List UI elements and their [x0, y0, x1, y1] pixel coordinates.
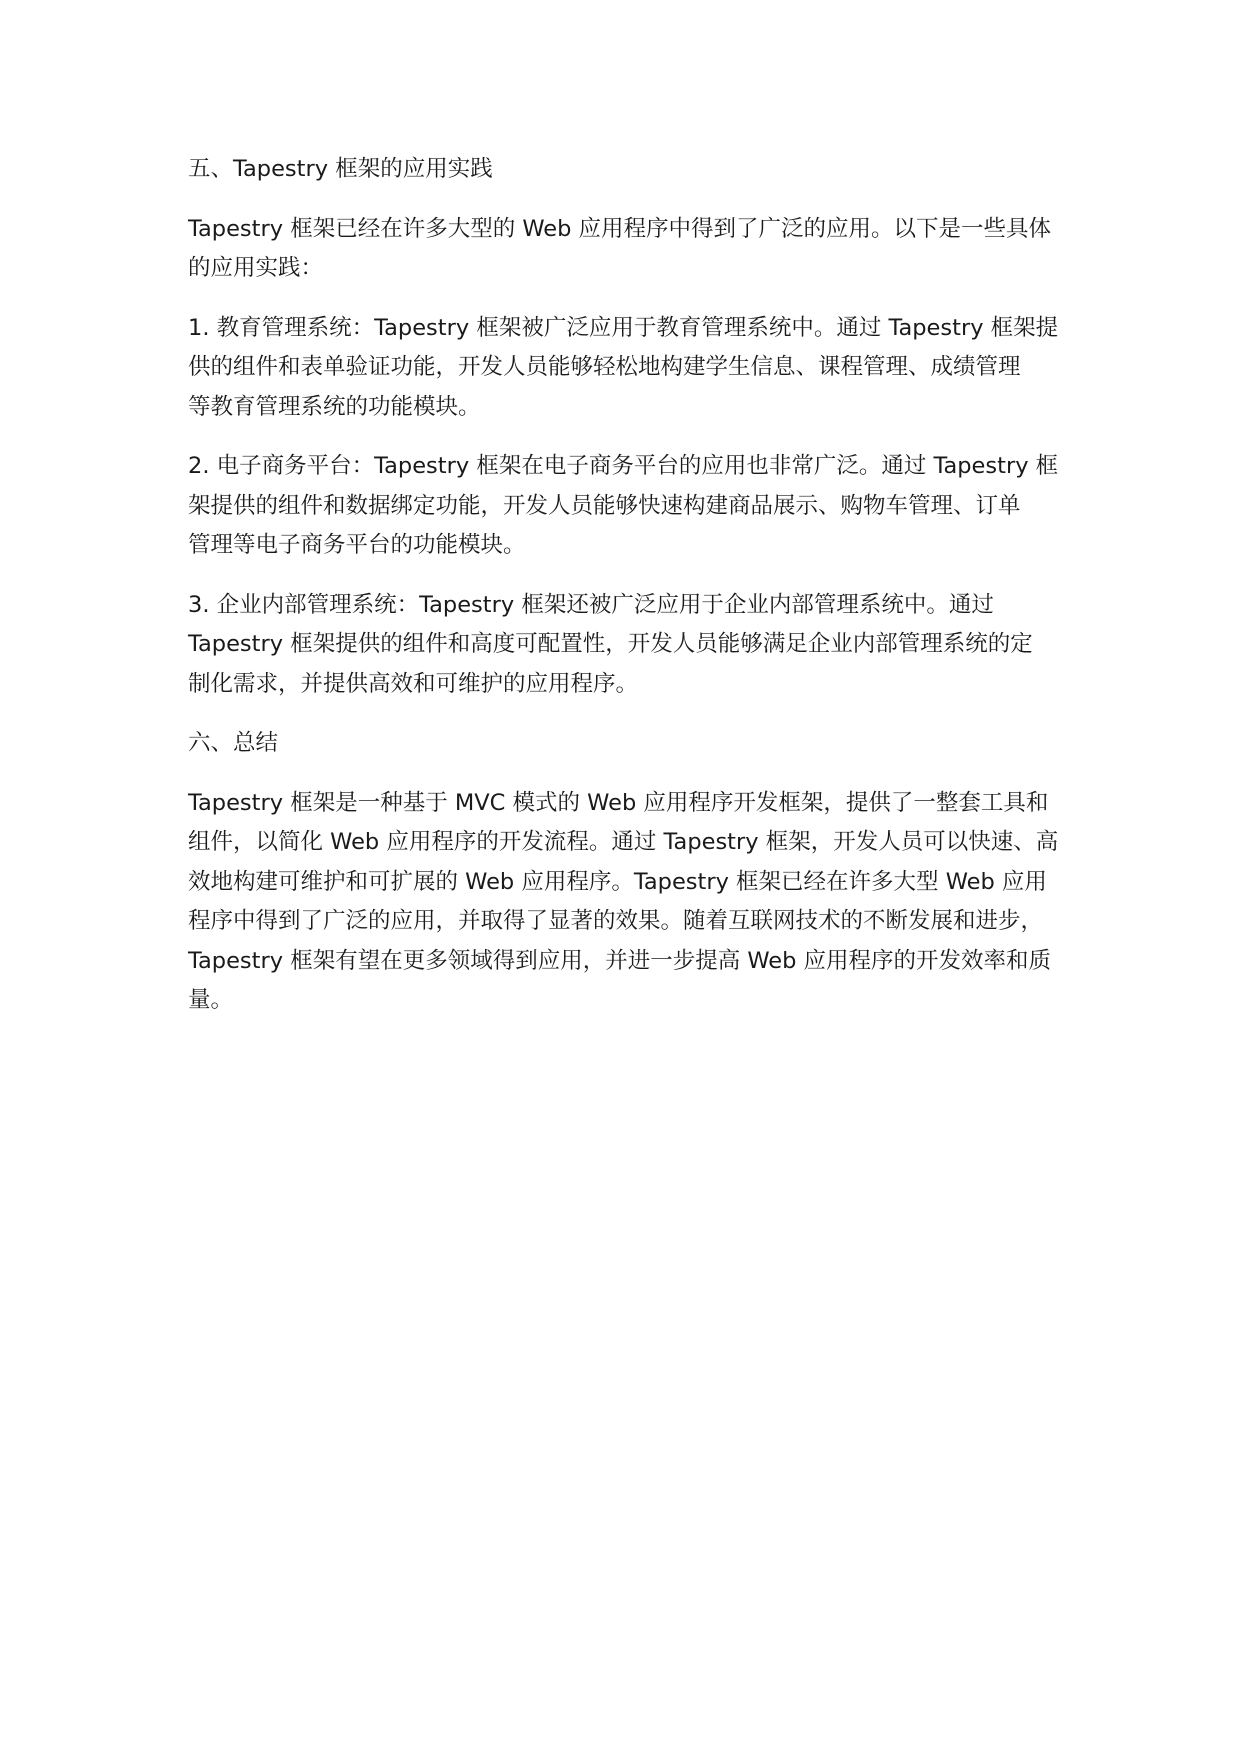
list-item-education — [188, 309, 1068, 428]
paragraph-line: 制化需求，并提供高效和可维护的应用程序。 — [188, 670, 639, 697]
paragraph-line: Tapestry 框架有望在更多领域得到应用，并进一步提高 Web 应用程序的开发效率和质 — [188, 947, 1052, 974]
paragraph-line: 1. 教育管理系统：Tapestry 框架被广泛应用于教育管理系统中。通过 Tapestry 框架提 — [188, 314, 1059, 341]
paragraph-line: 2. 电子商务平台：Tapestry 框架在电子商务平台的应用也非常广泛。通过 Tapestry 框 — [188, 453, 1059, 479]
paragraph-line: Tapestry 框架已经在许多大型的 Web 应用程序中得到了广泛的应用。以下是一些具体 — [188, 215, 1052, 242]
paragraph-line: 架提供的组件和数据绑定功能，开发人员能够快速构建商品展示、购物车管理、订单 — [188, 492, 1021, 519]
heading-text: 五、Tapestry 框架的应用实践 — [188, 156, 493, 182]
paragraph-line: 管理等电子商务平台的功能模块。 — [188, 532, 526, 558]
paragraph-line: 供的组件和表单验证功能，开发人员能够轻松地构建学生信息、课程管理、成绩管理 — [188, 354, 1021, 380]
heading-text: 六、总结 — [188, 730, 279, 756]
paragraph-line: 3. 企业内部管理系统：Tapestry 框架还被广泛应用于企业内部管理系统中。通过 — [188, 591, 994, 618]
paragraph-line: 程序中得到了广泛的应用，并取得了显著的效果。随着互联网技术的不断发展和进步， — [188, 908, 1044, 934]
paragraph-line: 量。 — [188, 987, 234, 1013]
list-item-ecommerce — [188, 447, 1068, 566]
paragraph-line: Tapestry 框架提供的组件和高度可配置性，开发人员能够满足企业内部管理系统的定 — [188, 631, 1033, 657]
paragraph-line: 组件，以简化 Web 应用程序的开发流程。通过 Tapestry 框架，开发人员可以快速、高 — [188, 829, 1059, 855]
document-body — [188, 150, 1068, 1041]
section-five-heading — [188, 150, 1068, 190]
paragraph-line: 的应用实践： — [188, 255, 324, 281]
paragraph-line: Tapestry 框架是一种基于 MVC 模式的 Web 应用程序开发框架，提供了一整套工具和 — [188, 789, 1049, 816]
paragraph-line: 效地构建可维护和可扩展的 Web 应用程序。Tapestry 框架已经在许多大型 Web 应用 — [188, 868, 1047, 895]
paragraph-line: 等教育管理系统的功能模块。 — [188, 393, 481, 420]
list-item-enterprise — [188, 586, 1068, 705]
section-five-intro-paragraph — [188, 210, 1068, 289]
section-six-heading — [188, 724, 1068, 764]
summary-paragraph — [188, 784, 1068, 1021]
